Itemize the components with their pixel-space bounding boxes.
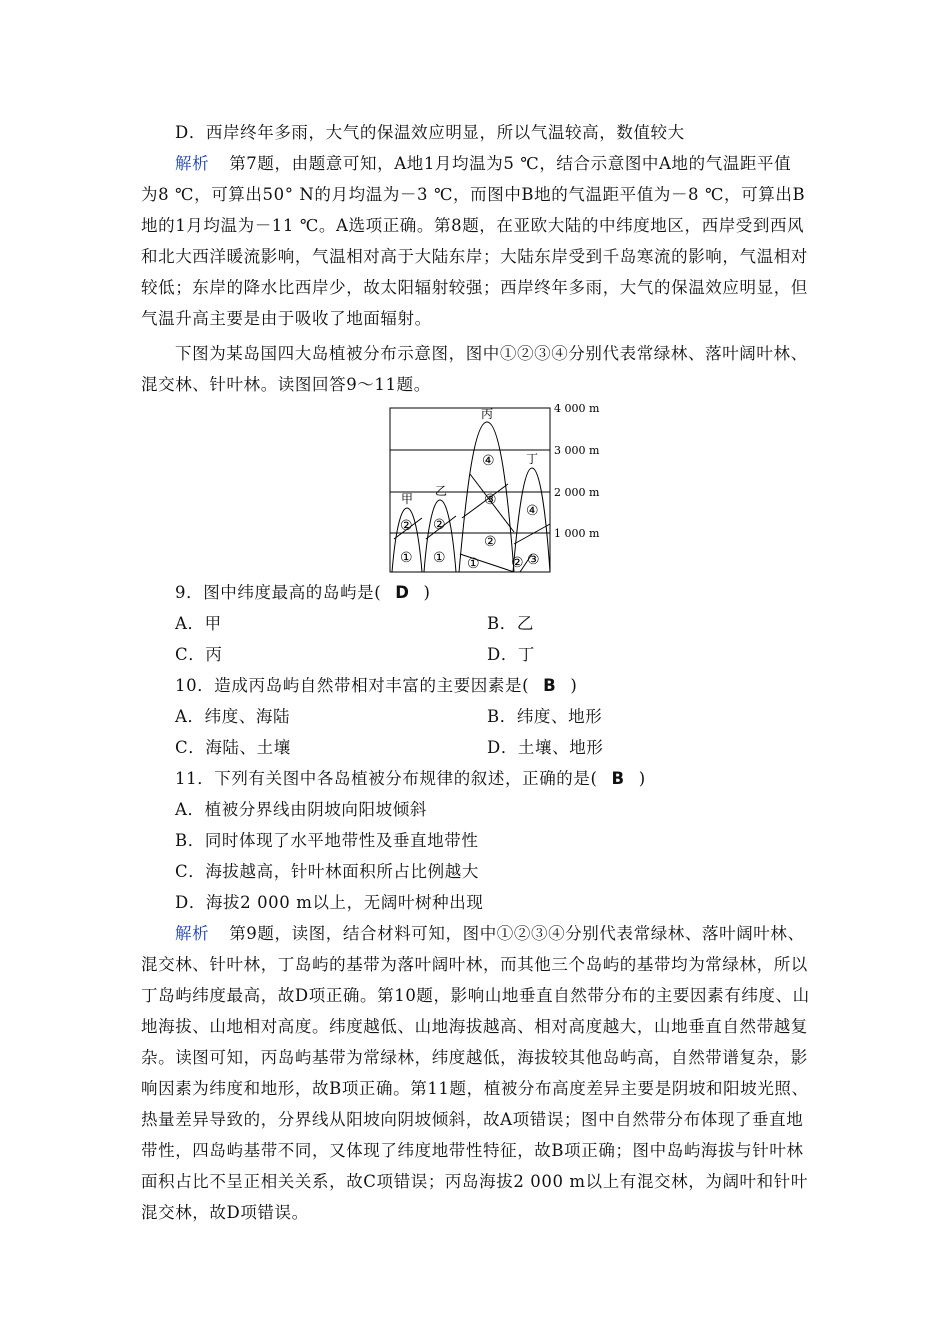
- analysis2-line-0: 解析 第9题，读图，结合材料可知，图中①②③④分别代表常绿林、落叶阔叶林、: [175, 924, 805, 943]
- diagram-frame: [390, 408, 550, 572]
- q9-answer: D: [395, 583, 410, 602]
- island-ding-boundary-1: [514, 524, 550, 544]
- q11-stem: 11．下列有关图中各岛植被分布规律的叙述，正确的是( B ): [175, 769, 646, 788]
- island-name-bing: 丙: [481, 407, 494, 421]
- altitude-label-2000: 2 000 m: [554, 486, 600, 499]
- zone-marker-ding-4: ④: [526, 503, 539, 519]
- analysis2-line-1: 混交林、针叶林，丁岛屿的基带为落叶阔叶林，而其他三个岛屿的基带均为常绿林，所以: [141, 955, 808, 974]
- analysis2-line-3: 地海拔、山地相对高度。纬度越低、山地海拔越高、相对高度越大，山地垂直自然带越复: [141, 1017, 808, 1036]
- q10-option-c: C．海陆、土壤: [175, 738, 291, 757]
- analysis2-line-2: 丁岛屿纬度最高，故D项正确。第10题，影响山地垂直自然带分布的主要因素有纬度、山: [141, 986, 810, 1005]
- zone-marker-jia-2: ②: [400, 518, 413, 534]
- zone-marker-yi-1: ①: [433, 550, 446, 566]
- zone-marker-bing-2: ②: [484, 534, 497, 550]
- island-name-yi: 乙: [435, 484, 448, 498]
- analysis2-line-9: 混交林，故D项错误。: [141, 1203, 309, 1222]
- vegetation-distribution-diagram: [386, 404, 616, 576]
- zone-marker-bing-4: ④: [482, 453, 495, 469]
- analysis2-label: 解析: [175, 924, 210, 943]
- analysis2-line-7: 带性，四岛屿基带不同，又体现了纬度地带性特征，故B项正确；图中岛屿海拔与针叶林: [141, 1141, 804, 1160]
- intro-line-1: 混交林、针叶林。读图回答9～11题。: [141, 375, 431, 394]
- zone-marker-bing-3: ③: [484, 492, 497, 508]
- altitude-label-3000: 3 000 m: [554, 444, 600, 457]
- analysis1-line-5: 气温升高主要是由于吸收了地面辐射。: [141, 309, 432, 328]
- q11-option-a: A．植被分界线由阴坡向阳坡倾斜: [175, 800, 427, 819]
- q9-stem: 9．图中纬度最高的岛屿是( D ): [175, 583, 431, 602]
- q9-option-c: C．丙: [175, 645, 223, 664]
- zone-marker-jia-1: ①: [400, 550, 413, 566]
- analysis1-line-3: 和北大西洋暖流影响，气温相对高于大陆东岸；大陆东岸受到千岛寒流的影响，气温相对: [141, 247, 808, 266]
- q9-option-d: D．丁: [487, 645, 536, 664]
- analysis2-line-8: 面积占比不呈正相关关系，故C项错误；丙岛海拔2 000 m以上有混交林，为阔叶和针叶: [141, 1172, 808, 1191]
- analysis2-line-5: 响因素为纬度和地形，故B项正确。第11题，植被分布高度差异主要是阴坡和阳坡光照、: [141, 1079, 809, 1098]
- q11-option-b: B．同时体现了水平地带性及垂直地带性: [175, 831, 479, 850]
- analysis1-line-4: 较低；东岸的降水比西岸少，故太阳辐射较强；西岸终年多雨，大气的保温效应明显，但: [141, 278, 808, 297]
- q10-option-d: D．土壤、地形: [487, 738, 604, 757]
- q10-option-a: A．纬度、海陆: [175, 707, 291, 726]
- island-name-ding: 丁: [526, 452, 539, 466]
- prev-option-d: D．西岸终年多雨，大气的保温效应明显，所以气温较高，数值较大: [175, 123, 685, 142]
- q11-option-d: D．海拔2 000 m以上，无阔叶树种出现: [175, 893, 484, 912]
- q9-option-a: A．甲: [175, 614, 222, 633]
- zone-marker-ding-3: ③: [527, 552, 540, 568]
- q11-answer: B: [611, 769, 625, 788]
- zone-marker-ding-2: ②: [511, 555, 524, 571]
- analysis2-line-4: 杂。读图可知，丙岛屿基带为常绿林，纬度越低，海拔较其他岛屿高，自然带谱复杂，影: [141, 1048, 808, 1067]
- q10-stem: 10．造成丙岛屿自然带相对丰富的主要因素是( B ): [175, 676, 578, 695]
- island-name-jia: 甲: [401, 492, 414, 506]
- zone-marker-bing-1: ①: [467, 556, 480, 572]
- analysis1-line-2: 地的1月均温为－11 ℃。A选项正确。第8题，在亚欧大陆的中纬度地区，西岸受到西风: [141, 216, 805, 235]
- altitude-label-4000: 4 000 m: [554, 404, 600, 415]
- analysis2-line-6: 热量差异导致的，分界线从阳坡向阴坡倾斜，故A项错误；图中自然带分布体现了垂直地: [141, 1110, 804, 1129]
- q10-option-b: B．纬度、地形: [487, 707, 603, 726]
- altitude-label-1000: 1 000 m: [554, 527, 600, 540]
- intro-line-0: 下图为某岛国四大岛植被分布示意图，图中①②③④分别代表常绿林、落叶阔叶林、: [175, 344, 808, 363]
- q9-option-b: B．乙: [487, 614, 534, 633]
- analysis1-label: 解析: [175, 154, 210, 173]
- q11-option-c: C．海拔越高，针叶林面积所占比例越大: [175, 862, 479, 881]
- analysis1-line-0: 解析 第7题，由题意可知，A地1月均温为5 ℃，结合示意图中A地的气温距平值: [175, 154, 792, 173]
- q10-answer: B: [543, 676, 557, 695]
- analysis1-line-1: 为8 ℃，可算出50° N的月均温为－3 ℃，而图中B地的气温距平值为－8 ℃，可算出B: [141, 185, 806, 204]
- zone-marker-yi-2: ②: [433, 517, 446, 533]
